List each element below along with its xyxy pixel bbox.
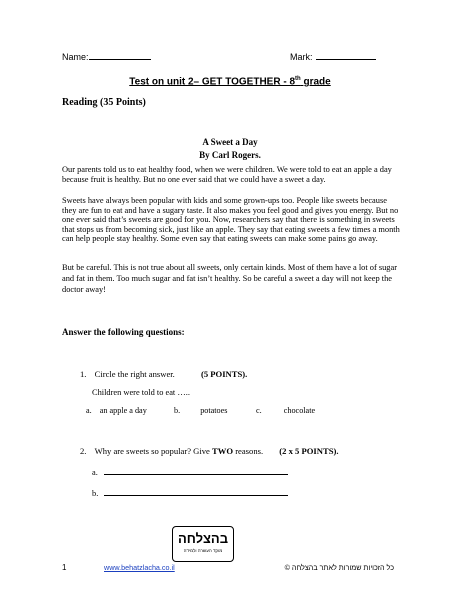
section-title: Reading (35 Points): [62, 97, 146, 108]
option-b[interactable]: [174, 406, 227, 415]
mark-label: Mark:: [290, 52, 313, 62]
option-b-letter: b.: [174, 406, 181, 415]
question-2-text-bold: TWO: [212, 446, 234, 456]
option-a[interactable]: [86, 406, 147, 415]
story-paragraph-1: Our parents told us to eat healthy food, when we were children. We were told to eat an apple a day because fruit is healthy. But no one ever said that we could have a sweet a day.: [62, 165, 392, 184]
copyright-notice: כל הזכויות שמורות לאתר בהצלחה ©: [284, 563, 394, 572]
answer-line-a-field[interactable]: [104, 465, 288, 475]
logo-text: בהצלחה: [177, 531, 229, 546]
logo-subtext: מוקד העשרה ולמידה: [183, 548, 223, 553]
question-2-points: (2 x 5 POINTS).: [279, 446, 339, 456]
story-author: By Carl Rogers.: [199, 150, 261, 160]
answer-line-b-label: b.: [92, 489, 99, 498]
option-b-text: potatoes: [200, 406, 228, 415]
name-field[interactable]: [89, 50, 151, 60]
answer-line-b: [92, 486, 288, 498]
answer-line-a-label: a.: [92, 468, 98, 477]
story-paragraph-3: But be careful. This is not true about all sweets, only certain kinds. Most of them have a lot of sugar and fat in them. Too much sugar and fat isn’t healthy. So be careful a sweet a day will not keep the doctor away!: [62, 263, 398, 294]
header-row: [62, 50, 392, 62]
question-1-text: Circle the right answer.: [94, 369, 175, 379]
page-number: 1: [62, 563, 67, 572]
question-1: [80, 369, 247, 379]
test-title-main: Test on unit 2– GET TOGETHER - 8: [129, 76, 296, 88]
option-c-letter: c.: [256, 406, 262, 415]
option-a-letter: a.: [86, 406, 92, 415]
option-c-text: chocolate: [283, 406, 316, 415]
question-1-prompt: Children were told to eat …..: [92, 388, 190, 397]
test-title-sup: th: [295, 76, 301, 82]
mark-field[interactable]: [316, 50, 376, 60]
question-1-points: (5 POINTS).: [200, 369, 248, 379]
answer-line-b-field[interactable]: [104, 486, 288, 496]
story-paragraph-2: Sweets have always been popular with kids and some grown-ups too. People like sweets because they are fun to eat and have a sugary taste. It also makes you feel good and gives you energy. But no one ever said that’s sweets are good for you. Now, researchers say that there is something in sweets that stops us from becoming sick, just like an apple. They say that eating sweets a few times a month can help people stay healthy. Some even say that eating sweets can make some pains go away.: [62, 196, 400, 244]
story-title: A Sweet a Day: [202, 137, 258, 147]
website-link[interactable]: www.behatzlacha.co.il: [104, 563, 175, 572]
option-a-text: an apple a day: [99, 406, 147, 415]
test-title: [0, 76, 460, 87]
answer-heading: Answer the following questions:: [62, 327, 185, 337]
question-2-number: 2.: [80, 446, 87, 456]
question-2-text-post: reasons.: [233, 446, 264, 456]
question-2: [80, 446, 339, 456]
test-title-tail: grade: [300, 76, 331, 88]
question-1-number: 1.: [80, 369, 87, 379]
behatzlacha-logo: [172, 526, 234, 562]
option-c[interactable]: [256, 406, 315, 415]
question-2-text-pre: Why are sweets so popular? Give: [94, 446, 213, 456]
answer-line-a: [92, 465, 288, 477]
mark-field-group: [290, 50, 376, 62]
name-label: Name:: [62, 52, 89, 62]
